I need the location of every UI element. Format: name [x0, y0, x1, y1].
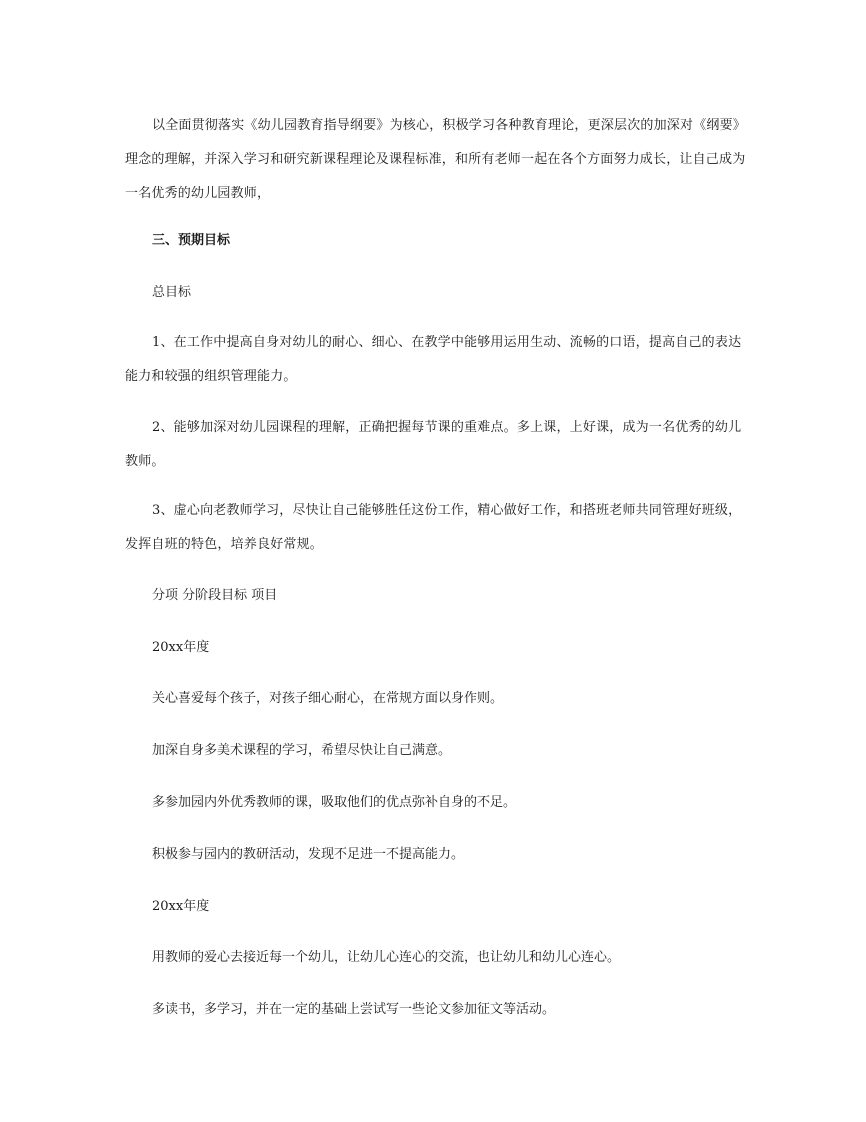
intro-paragraph: 以全面贯彻落实《幼儿园教育指导纲要》为核心，积极学习各种教育理论，更深层次的加深对《纲要》理念的理解，并深入学习和研究新课程理论及课程标准，和所有老师一起在各个方面努力成长，让自己成为一名优秀的幼儿园教师，	[125, 118, 747, 201]
goal-item-2: 2、能够加深对幼儿园课程的理解，正确把握每节课的重难点。多上课，上好课，成为一名优秀的幼儿教师。	[125, 420, 742, 469]
list-item: 多参加园内外优秀教师的课，吸取他们的优点弥补自身的不足。	[152, 795, 517, 810]
goal-item-3: 3、虚心向老教师学习，尽快让自己能够胜任这份工作，精心做好工作，和搭班老师共同管理好班级，发挥自班的特色，培养良好常规。	[125, 503, 742, 552]
list-item: 用教师的爱心去接近每一个幼儿，让幼儿心连心的交流，也让幼儿和幼儿心连心。	[152, 950, 621, 965]
list-item: 积极参与园内的教研活动，发现不足进一不提高能力。	[152, 847, 465, 862]
list-item: 加深自身多美术课程的学习，希望尽快让自己满意。	[152, 743, 452, 758]
staged-goal-label: 分项 分阶段目标 项目	[152, 588, 278, 603]
goal-item-1: 1、在工作中提高自身对幼儿的耐心、细心、在教学中能够用运用生动、流畅的口语，提高自己的表达能力和较强的组织管理能力。	[125, 335, 742, 384]
section-heading: 三、预期目标	[152, 233, 231, 248]
year-label: 20xx年度	[152, 899, 210, 914]
overall-goal-label: 总目标	[152, 285, 192, 300]
list-item: 关心喜爱每个孩子，对孩子细心耐心，在常规方面以身作则。	[152, 691, 504, 706]
list-item: 多读书，多学习，并在一定的基础上尝试写一些论文参加征文等活动。	[152, 1002, 556, 1017]
year-label: 20xx年度	[152, 640, 210, 655]
